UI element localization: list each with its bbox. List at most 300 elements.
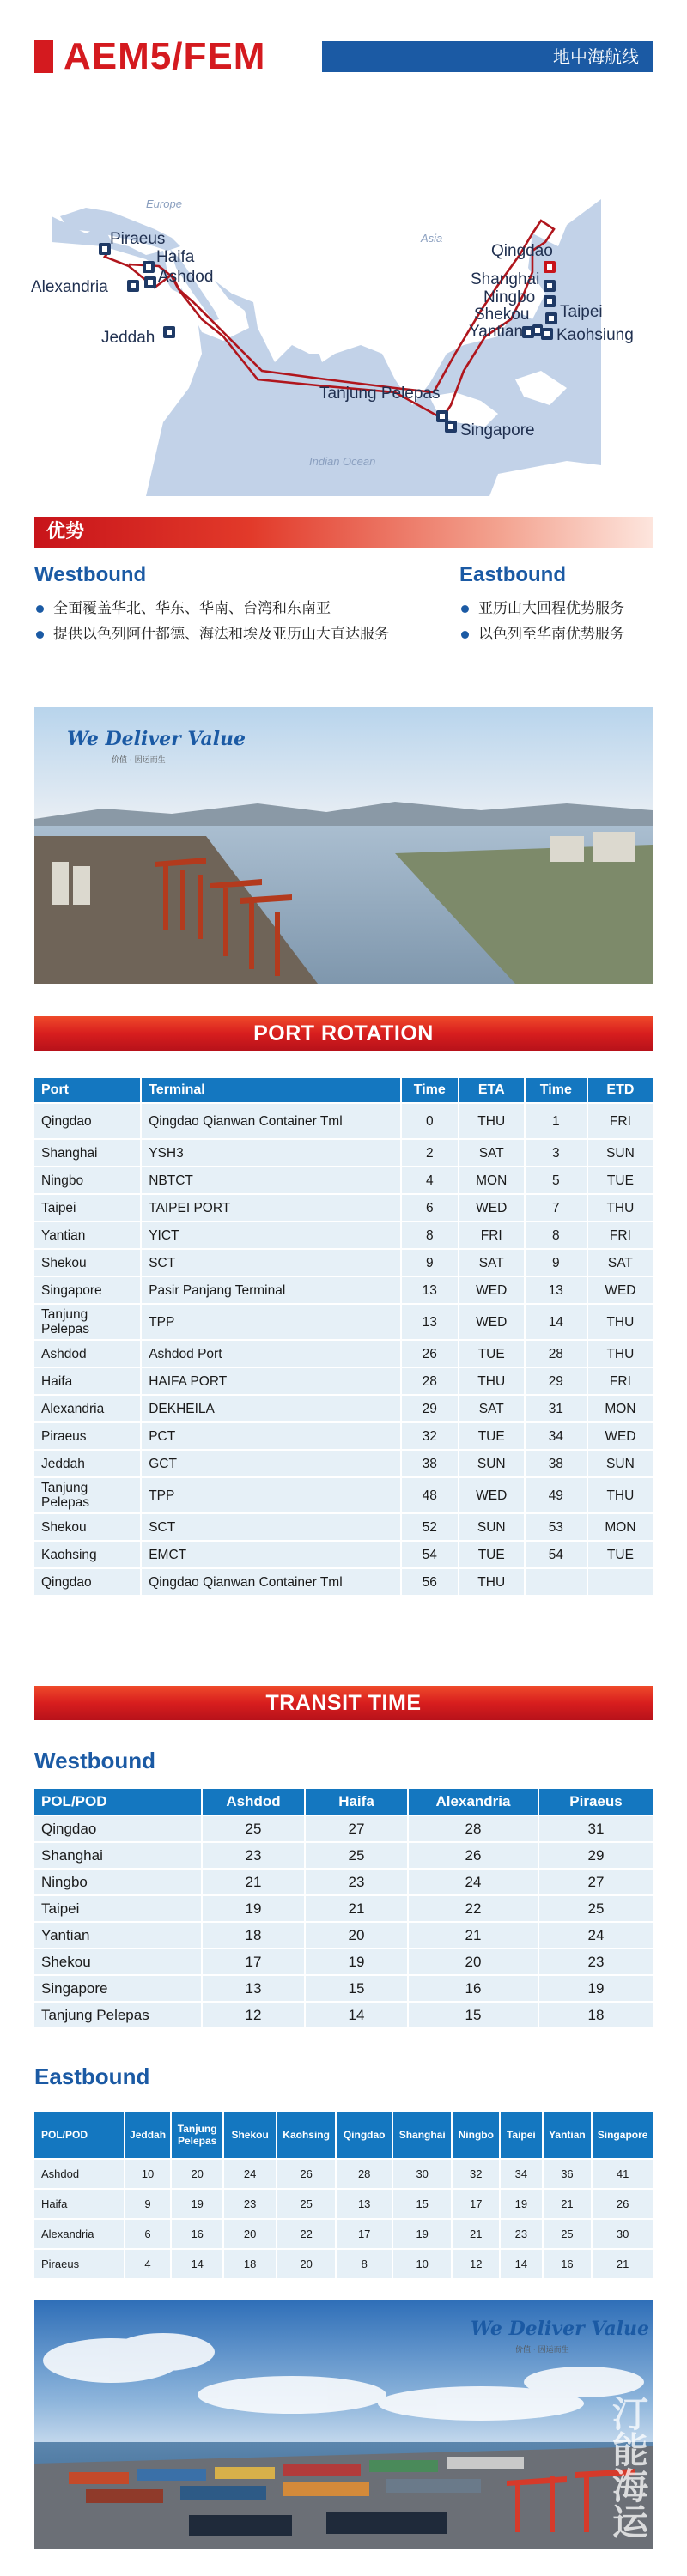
port-photo [34, 707, 653, 984]
transit-time-banner [34, 1686, 653, 1720]
table-cell: Yantian [34, 1923, 201, 1948]
table-cell: 14 [526, 1305, 587, 1339]
port-label-haifa: Haifa [156, 248, 195, 266]
table-cell: SUN [588, 1140, 653, 1166]
table-cell: 10 [125, 2160, 170, 2188]
table-cell: DEKHEILA [142, 1396, 400, 1421]
table-cell: Qingdao [34, 1816, 201, 1841]
table-cell: 32 [453, 2160, 499, 2188]
port-marker-shekou[interactable] [522, 326, 534, 338]
table-cell: Ningbo [34, 1167, 140, 1193]
list-item: 以色列至华南优势服务 [459, 621, 666, 647]
table-cell: 5 [526, 1167, 587, 1193]
table-cell: WED [459, 1195, 524, 1221]
table-cell: 9 [526, 1250, 587, 1276]
table-cell: 25 [306, 1843, 407, 1868]
table-cell: Tanjung Pelepas [34, 1305, 140, 1339]
table-cell: TUE [588, 1542, 653, 1567]
table-cell: Kaohsing [34, 1542, 140, 1567]
table-row [34, 2003, 653, 2027]
table-cell: 13 [203, 1976, 304, 2001]
table-cell: TAIPEI PORT [142, 1195, 400, 1221]
table-row [34, 1104, 653, 1138]
table-cell: 8 [402, 1222, 458, 1248]
table-cell: 15 [306, 1976, 407, 2001]
table-cell: 8 [526, 1222, 587, 1248]
table-cell: 26 [277, 2160, 336, 2188]
table-cell: 14 [501, 2250, 542, 2278]
table-cell: EMCT [142, 1542, 400, 1567]
table-cell: 32 [402, 1423, 458, 1449]
table-cell: THU [588, 1195, 653, 1221]
port-marker-haifa[interactable] [143, 261, 155, 273]
table-cell: SAT [459, 1250, 524, 1276]
table-cell: THU [459, 1368, 524, 1394]
table-cell: WED [588, 1423, 653, 1449]
table-cell: 3 [526, 1140, 587, 1166]
table-row [34, 1277, 653, 1303]
table-row [34, 1514, 653, 1540]
table-cell: 29 [539, 1843, 653, 1868]
table-cell: TUE [588, 1167, 653, 1193]
region-label-europe: Europe [146, 197, 182, 210]
table-cell: WED [588, 1277, 653, 1303]
table-cell: 21 [544, 2190, 592, 2218]
table-cell: 36 [544, 2160, 592, 2188]
table-cell: PCT [142, 1423, 400, 1449]
table-cell: SCT [142, 1250, 400, 1276]
table-cell: 41 [593, 2160, 653, 2188]
table-cell: 17 [203, 1949, 304, 1974]
column-header: Jeddah [125, 2112, 170, 2158]
table-cell: SCT [142, 1514, 400, 1540]
table-cell: 24 [224, 2160, 275, 2188]
table-cell: 22 [277, 2220, 336, 2248]
table-cell: TUE [459, 1423, 524, 1449]
port-label-qingdao: Qingdao [491, 242, 553, 260]
table-cell: 15 [409, 2003, 538, 2027]
table-cell: Taipei [34, 1195, 140, 1221]
table-row [34, 1451, 653, 1476]
column-header: Shekou [224, 2112, 275, 2158]
table-cell: 27 [539, 1870, 653, 1894]
table-cell: 19 [501, 2190, 542, 2218]
table-cell: 16 [544, 2250, 592, 2278]
list-item: 提供以色列阿什都德、海法和埃及亚历山大直达服务 [34, 621, 395, 647]
table-cell: Singapore [34, 1277, 140, 1303]
table-cell: WED [459, 1277, 524, 1303]
column-header: Qingdao [337, 2112, 391, 2158]
table-cell: 24 [539, 1923, 653, 1948]
table-cell: SAT [459, 1396, 524, 1421]
table-header-row [34, 1078, 653, 1102]
port-label-shanghai: Shanghai [471, 270, 540, 288]
table-row [34, 1542, 653, 1567]
port-marker-ningbo[interactable] [544, 295, 556, 307]
table-cell: 28 [337, 2160, 391, 2188]
column-header: Taipei [501, 2112, 542, 2158]
port-label-yantian: Yantian [469, 323, 524, 341]
brand-slogan-cn-2: 价值 · 因运而生 [515, 2346, 569, 2355]
table-cell: 25 [277, 2190, 336, 2218]
table-cell: 23 [203, 1843, 304, 1868]
column-header: Yantian [544, 2112, 592, 2158]
eastbound-transit-body [34, 2160, 653, 2278]
table-cell: 30 [393, 2160, 452, 2188]
table-cell: 34 [526, 1423, 587, 1449]
table-cell: 12 [203, 2003, 304, 2027]
port-marker-shanghai[interactable] [544, 280, 556, 292]
table-cell: 21 [453, 2220, 499, 2248]
table-row [34, 1368, 653, 1394]
table-cell: THU [588, 1305, 653, 1339]
table-cell: 25 [544, 2220, 592, 2248]
brand-slogan-2: We Deliver Value [471, 2318, 650, 2340]
column-header: Alexandria [409, 1789, 538, 1815]
table-row [34, 1396, 653, 1421]
table-row [34, 1843, 653, 1868]
table-cell: 2 [402, 1140, 458, 1166]
table-cell: 13 [526, 1277, 587, 1303]
port-label-alexandria: Alexandria [31, 278, 108, 296]
column-header: Ningbo [453, 2112, 499, 2158]
table-cell: Pasir Panjang Terminal [142, 1277, 400, 1303]
page-title: AEM5/FEM [64, 35, 266, 77]
table-cell: 26 [402, 1341, 458, 1367]
table-cell: 17 [453, 2190, 499, 2218]
port-label-kaohsiung: Kaohsiung [556, 326, 634, 344]
table-cell: 52 [402, 1514, 458, 1540]
table-cell: SAT [459, 1140, 524, 1166]
table-cell [526, 1569, 587, 1595]
column-header: Terminal [142, 1078, 400, 1102]
table-cell: THU [459, 1569, 524, 1595]
table-row [34, 1341, 653, 1367]
table-cell: 24 [409, 1870, 538, 1894]
westbound-transit-table [33, 1787, 654, 2029]
port-marker-kaohsiung[interactable] [541, 328, 553, 340]
table-cell: Jeddah [34, 1451, 140, 1476]
table-cell: 14 [306, 2003, 407, 2027]
region-label-indian-ocean: Indian Ocean [309, 455, 376, 468]
table-cell: 22 [409, 1896, 538, 1921]
table-cell: Shanghai [34, 1843, 201, 1868]
table-cell: MON [588, 1396, 653, 1421]
table-cell: 23 [539, 1949, 653, 1974]
watermark: 汀能海运 [607, 2395, 649, 2539]
table-cell: 17 [337, 2220, 391, 2248]
table-cell: 49 [526, 1478, 587, 1512]
table-cell: 9 [125, 2190, 170, 2218]
table-cell: 20 [277, 2250, 336, 2278]
table-row [34, 2160, 653, 2188]
table-cell: 56 [402, 1569, 458, 1595]
eastbound-advantages-list [459, 596, 666, 647]
table-cell: 8 [337, 2250, 391, 2278]
westbound-advantages-heading: Westbound [34, 563, 147, 586]
table-cell: 4 [125, 2250, 170, 2278]
table-cell: Tanjung Pelepas [34, 1478, 140, 1512]
table-cell: HAIFA PORT [142, 1368, 400, 1394]
table-cell: 20 [306, 1923, 407, 1948]
table-cell: 25 [203, 1816, 304, 1841]
table-cell: 28 [409, 1816, 538, 1841]
column-header: POL/POD [34, 1789, 201, 1815]
port-label-taipei: Taipei [560, 303, 603, 321]
table-cell: 31 [526, 1396, 587, 1421]
table-cell: 19 [306, 1949, 407, 1974]
eastbound-advantages [459, 563, 666, 647]
table-cell: 38 [526, 1451, 587, 1476]
table-row [34, 1569, 653, 1595]
table-cell: YICT [142, 1222, 400, 1248]
table-cell: 13 [402, 1305, 458, 1339]
table-cell: 26 [409, 1843, 538, 1868]
table-cell: 20 [409, 1949, 538, 1974]
table-cell: 13 [402, 1277, 458, 1303]
table-cell: 6 [125, 2220, 170, 2248]
table-row [34, 1195, 653, 1221]
table-row [34, 1923, 653, 1948]
table-header-row [34, 1789, 653, 1815]
route-map-svg [31, 96, 634, 496]
table-row [34, 1896, 653, 1921]
table-cell: 31 [539, 1816, 653, 1841]
table-cell: TPP [142, 1478, 400, 1512]
brand-slogan-cn: 价值 · 因运而生 [112, 756, 166, 765]
header-subtitle-bar [322, 41, 653, 72]
table-cell: 15 [393, 2190, 452, 2218]
table-row [34, 1949, 653, 1974]
table-cell: 6 [402, 1195, 458, 1221]
eastbound-advantages-heading: Eastbound [459, 563, 566, 586]
table-row [34, 1423, 653, 1449]
port-rotation-banner [34, 1016, 653, 1051]
table-cell: TUE [459, 1341, 524, 1367]
table-cell: Alexandria [34, 2220, 124, 2248]
port-label-singapore: Singapore [460, 421, 535, 439]
table-cell: 21 [409, 1923, 538, 1948]
table-cell: TUE [459, 1542, 524, 1567]
column-header: Haifa [306, 1789, 407, 1815]
table-row [34, 1140, 653, 1166]
table-row [34, 1870, 653, 1894]
port-marker-jeddah[interactable] [163, 326, 175, 338]
table-cell: 19 [539, 1976, 653, 2001]
table-row [34, 1250, 653, 1276]
column-header: ETA [459, 1078, 524, 1102]
port-marker-singapore[interactable] [445, 421, 457, 433]
port-label-ashdod: Ashdod [158, 268, 214, 286]
table-cell: 29 [402, 1396, 458, 1421]
port-marker-taipei[interactable] [545, 312, 557, 324]
table-cell: 54 [526, 1542, 587, 1567]
table-cell: Ashdod [34, 1341, 140, 1367]
table-cell: 19 [393, 2220, 452, 2248]
terminal-photo [34, 2300, 653, 2549]
column-header: Piraeus [539, 1789, 653, 1815]
table-cell: Ashdod [34, 2160, 124, 2188]
column-header: Time [402, 1078, 458, 1102]
table-cell: 48 [402, 1478, 458, 1512]
table-cell: Haifa [34, 1368, 140, 1394]
table-cell: Qingdao Qianwan Container Tml [142, 1569, 400, 1595]
table-cell: 0 [402, 1104, 458, 1138]
table-row [34, 1816, 653, 1841]
eastbound-transit-heading: Eastbound [34, 2064, 150, 2089]
table-row [34, 2190, 653, 2218]
table-cell: SAT [588, 1250, 653, 1276]
table-cell: 13 [337, 2190, 391, 2218]
port-marker-piraeus[interactable] [99, 243, 111, 255]
table-cell: Shanghai [34, 1140, 140, 1166]
table-cell: YSH3 [142, 1140, 400, 1166]
column-header: Time [526, 1078, 587, 1102]
table-cell: Taipei [34, 1896, 201, 1921]
table-cell: Shekou [34, 1250, 140, 1276]
port-label-jeddah: Jeddah [101, 329, 155, 347]
table-cell: 28 [402, 1368, 458, 1394]
table-cell: SUN [459, 1514, 524, 1540]
table-cell: 23 [306, 1870, 407, 1894]
table-cell: Ashdod Port [142, 1341, 400, 1367]
table-cell: 12 [453, 2250, 499, 2278]
table-row [34, 1305, 653, 1339]
table-cell: 4 [402, 1167, 458, 1193]
port-rotation-title: PORT ROTATION [253, 1021, 434, 1046]
table-cell: 9 [402, 1250, 458, 1276]
table-cell: 23 [224, 2190, 275, 2218]
table-cell: THU [459, 1104, 524, 1138]
table-cell: 21 [593, 2250, 653, 2278]
table-cell: 19 [203, 1896, 304, 1921]
westbound-advantages-list [34, 596, 421, 647]
table-cell: TPP [142, 1305, 400, 1339]
advantages-title: 优势 [46, 521, 85, 542]
port-marker-ashdod[interactable] [144, 276, 156, 288]
table-cell: 20 [172, 2160, 223, 2188]
page-header [34, 35, 653, 77]
table-cell: 23 [501, 2220, 542, 2248]
table-cell: 14 [172, 2250, 223, 2278]
table-cell: Haifa [34, 2190, 124, 2218]
column-header: Shanghai [393, 2112, 452, 2158]
table-cell: Qingdao Qianwan Container Tml [142, 1104, 400, 1138]
column-header: Singapore [593, 2112, 653, 2158]
table-cell: WED [459, 1478, 524, 1512]
table-cell: Yantian [34, 1222, 140, 1248]
table-cell: 1 [526, 1104, 587, 1138]
table-cell: 18 [224, 2250, 275, 2278]
table-cell: 30 [593, 2220, 653, 2248]
westbound-advantages [34, 563, 421, 647]
table-cell: 21 [306, 1896, 407, 1921]
port-label-piraeus: Piraeus [110, 230, 166, 248]
port-rotation-body [34, 1104, 653, 1595]
table-cell: 16 [172, 2220, 223, 2248]
column-header: Kaohsing [277, 2112, 336, 2158]
westbound-transit-body [34, 1816, 653, 2027]
table-cell: 34 [501, 2160, 542, 2188]
table-cell: Ningbo [34, 1870, 201, 1894]
table-cell: 21 [203, 1870, 304, 1894]
column-header: POL/POD [34, 2112, 124, 2158]
list-item: 亚历山大回程优势服务 [459, 596, 666, 621]
port-rotation-table [33, 1076, 654, 1597]
port-marker-tanjung-pelepas[interactable] [436, 410, 448, 422]
table-cell: NBTCT [142, 1167, 400, 1193]
table-cell: THU [588, 1478, 653, 1512]
table-cell: Alexandria [34, 1396, 140, 1421]
route-map [31, 96, 634, 496]
table-cell: Shekou [34, 1949, 201, 1974]
table-cell: FRI [588, 1222, 653, 1248]
table-cell: Qingdao [34, 1104, 140, 1138]
port-marker-qingdao[interactable] [544, 261, 556, 273]
port-label-tanjung-pelepas: Tanjung Pelepas [319, 385, 441, 403]
table-cell: 7 [526, 1195, 587, 1221]
column-header: ETD [588, 1078, 653, 1102]
table-row [34, 1976, 653, 2001]
table-cell: Tanjung Pelepas [34, 2003, 201, 2027]
table-cell: 18 [203, 1923, 304, 1948]
table-cell: GCT [142, 1451, 400, 1476]
table-cell: 28 [526, 1341, 587, 1367]
column-header: Ashdod [203, 1789, 304, 1815]
table-row [34, 1478, 653, 1512]
port-label-shekou: Shekou [474, 306, 530, 324]
table-cell: Shekou [34, 1514, 140, 1540]
table-cell: 27 [306, 1816, 407, 1841]
table-row [34, 1167, 653, 1193]
table-cell: 53 [526, 1514, 587, 1540]
eastbound-transit-table [33, 2110, 654, 2280]
list-item: 全面覆盖华北、华东、华南、台湾和东南亚 [34, 596, 421, 621]
table-cell: MON [459, 1167, 524, 1193]
port-marker-alexandria[interactable] [127, 280, 139, 292]
table-cell: 54 [402, 1542, 458, 1567]
brand-slogan: We Deliver Value [67, 728, 246, 750]
table-row [34, 2250, 653, 2278]
table-cell: SUN [588, 1451, 653, 1476]
port-marker-yantian[interactable] [532, 324, 543, 336]
column-header: Tanjung Pelepas [172, 2112, 223, 2158]
table-cell: WED [459, 1305, 524, 1339]
table-cell: 26 [593, 2190, 653, 2218]
table-cell: FRI [459, 1222, 524, 1248]
table-cell: Piraeus [34, 2250, 124, 2278]
advantages-banner [34, 517, 653, 548]
table-cell: 10 [393, 2250, 452, 2278]
transit-time-title: TRANSIT TIME [265, 1691, 422, 1715]
table-cell: 38 [402, 1451, 458, 1476]
table-cell: FRI [588, 1104, 653, 1138]
region-label-asia: Asia [421, 232, 443, 245]
table-cell: 19 [172, 2190, 223, 2218]
table-row [34, 1222, 653, 1248]
table-cell: FRI [588, 1368, 653, 1394]
page-subtitle: 地中海航线 [553, 46, 639, 67]
table-row [34, 2220, 653, 2248]
table-cell: Singapore [34, 1976, 201, 2001]
table-cell: Qingdao [34, 1569, 140, 1595]
table-cell: 25 [539, 1896, 653, 1921]
table-cell: 20 [224, 2220, 275, 2248]
column-header: Port [34, 1078, 140, 1102]
table-cell: THU [588, 1341, 653, 1367]
header-accent [34, 40, 53, 73]
table-header-row [34, 2112, 653, 2158]
